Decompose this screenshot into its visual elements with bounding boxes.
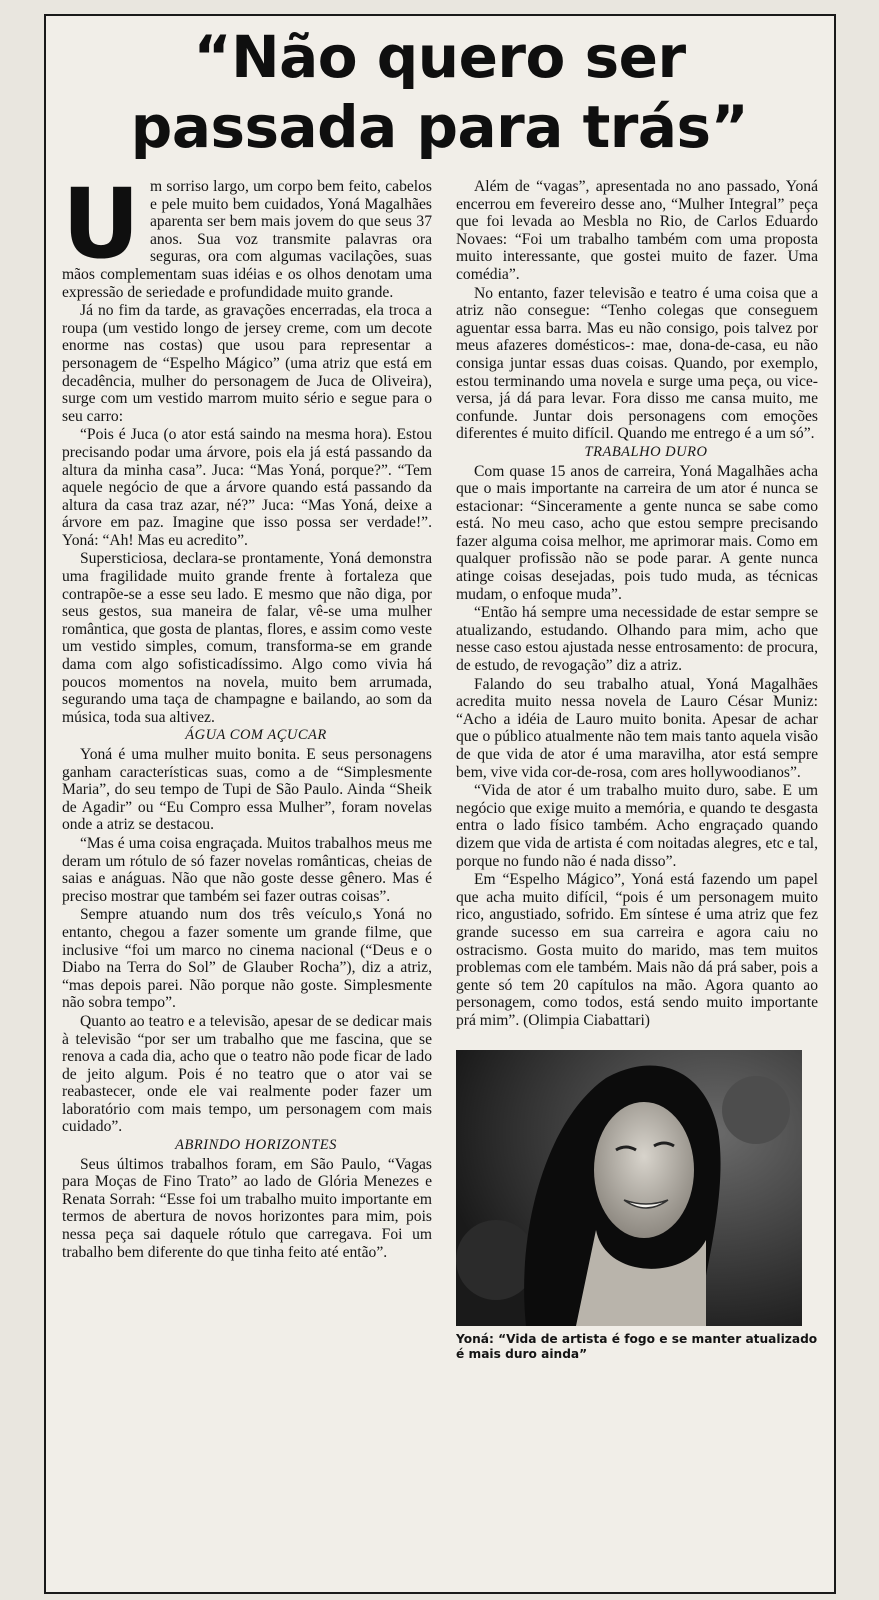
paragraph: Quanto ao teatro e a televisão, apesar de se dedicar mais à televisão “por ser um trabalho que me fascina, que se renova a cada dia, acho que o teatro não pode ficar de lado de jeito algum. Pois é no teatro que o ator vai se reabastecer, onde ele vai realmente poder fazer um laboratório com mais tempo, um personagem com mais cuidado”.: [62, 1012, 432, 1136]
subhead-agua-com-acucar: ÁGUA COM AÇUCAR: [185, 727, 327, 744]
headline: [0, 22, 879, 162]
headline-line-2: passada para trás”: [130, 93, 749, 161]
portrait-photo: [456, 1050, 802, 1326]
paragraph: “Então há sempre uma necessidade de estar sempre se atualizando, estudando. Olhando para mim, acho que nesse caso estou ajustada nesse entrosamento: de procura, de estudo, de revogação” diz a atriz.: [456, 604, 818, 675]
paragraph: Falando do seu trabalho atual, Yoná Magalhães acredita muito nessa novela de Lauro César Muniz: “Acho a idéia de Lauro muito bonita. Apesar de achar que o público atualmente não tem mais tanto aquela visão de que vida de ator é uma maravilha, ator está sempre bem, vive vida cor-de-rosa, com ares hollywoodianos”.: [456, 675, 818, 781]
portrait-illustration: [456, 1050, 802, 1326]
paragraph: “Mas é uma coisa engraçada. Muitos trabalhos meus me deram um rótulo de só fazer novelas românticas, cheias de saias e anáguas. Não que não goste desse gênero. Mas é preciso mostrar que também sei fazer outras coisas”.: [62, 834, 432, 905]
paragraph: “Pois é Juca (o ator está saindo na mesma hora). Estou precisando podar uma árvore, pois ela já está passando da altura da minha casa”. Juca: “Mas Yoná, porque?”. “Tem aquele negócio de que a árvore quando está passando da altura da casa traz azar, né?” Juca: “Mas Yoná, deixe a árvore em paz. Imagine que isso possa ser verdade!”. Yoná: “Ah! Mas eu acredito”.: [62, 426, 432, 549]
photo-caption: Yoná: “Vida de artista é fogo e se manter atualizado é mais duro ainda”: [456, 1331, 818, 1361]
paragraph: Supersticiosa, declara-se prontamente, Yoná demonstra uma fragilidade muito grande frente à fortaleza que contrapõe-se a esse seu lado. E mesmo que não diga, por seus gestos, sua maneira de falar, vê-se uma mulher romântica, que gosta de plantas, flores, e assim como veste um vestido simples, comum, transforma-se em grande dama com algo sofisticadíssimo. Algo como vivia há poucos momentos na novela, muito bem arrumada, segurando uma taça de champagne e bailando, ao som da música, toda sua altivez.: [62, 550, 432, 726]
paragraph: Sempre atuando num dos três veículo,s Yoná no entanto, chegou a fazer somente um grande filme, que inclusive “foi um marco no cinema nacional (“Deus e o Diabo na Terra do Sol” de Glauber Rocha”), diz a atriz, “mas depois parei. Não porque não goste. Simplesmente não sobra tempo”.: [62, 906, 432, 1012]
subhead-trabalho-duro: TRABALHO DURO: [584, 443, 708, 460]
paragraph: “Vida de ator é um trabalho muito duro, sabe. E um negócio que exige muito a memória, e quando te desgasta entra o lado físico também. Acho engraçado quando dizem que vida de artista é com noitadas alegres, etc e tal, porque no fundo não é nada disso”.: [456, 782, 818, 870]
headline-line-1: “Não quero ser: [193, 23, 686, 91]
left-column: [62, 168, 432, 1262]
paragraph: Em “Espelho Mágico”, Yoná está fazendo um papel que acha muito difícil, “pois é um personagem muito rico, angustiado, sofrido. Em síntese é uma atriz que fez grande sucesso em sua carreira e agora caiu no ostracismo. Gosta muito do marido, mas tem muitos problemas com ele também. Mais não dá prá saber, pois a gente só tem 20 capítulos na mão. Agora quanto ao personagem, como todos, está sendo muito importante prá mim”. (Olimpia Ciabattari): [456, 871, 818, 1029]
paragraph: Já no fim da tarde, as gravações encerradas, ela troca a roupa (um vestido longo de jersey creme, com um decote enorme nas costas) que usou para representar a personagem de “Espelho Mágico” (uma atriz que está em decadência, mulher do personagem de Juca de Oliveira), surge com um vestido marrom muito sério e segue para o seu carro:: [62, 302, 432, 425]
paragraph: Yoná é uma mulher muito bonita. E seus personagens ganham características suas, como a de “Simplesmente Maria”, do seu tempo de Tupi de São Paulo. Ainda “Sheik de Agadir” ou “Eu Compro essa Mulher”, foram novelas onde a atriz se destacou.: [62, 746, 432, 834]
lead-text: m sorriso largo, um corpo bem feito, cabelos e pele muito bem cuidados, Yoná Magalhães aparenta ser bem mais jovem do que seus 37 anos. Sua voz transmite palavras ora seguras, ora com algumas vacilações, suas mãos complementam suas idéias e os olhos denotam uma expressão de seriedade e profundidade muito grande.: [62, 178, 432, 301]
paragraph: Seus últimos trabalhos foram, em São Paulo, “Vagas para Moças de Fino Trato” ao lado de Glória Menezes e Renata Sorrah: “Esse foi um trabalho muito importante em termos de abertura de novos horizontes para mim, pois nessa peça sai daquele rótulo que carregava. Foi um trabalho bem diferente do que tinha feito até então”.: [62, 1155, 432, 1261]
paragraph: No entanto, fazer televisão e teatro é uma coisa que a atriz não consegue: “Tenho colegas que conseguem aguentar essa barra. Mas eu não consigo, pois talvez por meus afazeres domésticos-: mae, dona-de-casa, eu não consiga juntar essas duas coisas. Quando, por exemplo, estou terminando uma novela e surge uma peça, ou vice-versa, já dá para levar. Fora disso me cansa muito, me confunde. Juntar dois personagens com emoções diferentes é muito difícil. Quando me entrego é a um só”.: [456, 284, 818, 443]
paragraph: Além de “vagas”, apresentada no ano passado, Yoná encerrou em fevereiro desse ano, “Mulher Integral” peça que foi levada ao Mesbla no Rio, de Carlos Eduardo Novaes: “Foi um trabalho também com uma proposta muito interessante, que gostei muito de fazer. Uma comédia”.: [456, 178, 818, 283]
right-column: [456, 178, 818, 1362]
drop-cap: U: [62, 168, 140, 280]
lead-paragraph: [62, 168, 432, 301]
subhead-abrindo-horizontes: ABRINDO HORIZONTES: [175, 1137, 337, 1154]
paragraph: Com quase 15 anos de carreira, Yoná Magalhães acha que o mais importante na carreira de um ator é nunca se estacionar: “Sinceramente a gente nunca se sabe como está. No meu caso, acho que estou sempre precisando fazer alguma coisa melhor, me aprimorar mais. Como em qualquer profissão não se pode parar. A gente nunca atinge coisas desejadas, pois tudo muda, as técnicas mudam, o enfoque muda”.: [456, 462, 818, 603]
